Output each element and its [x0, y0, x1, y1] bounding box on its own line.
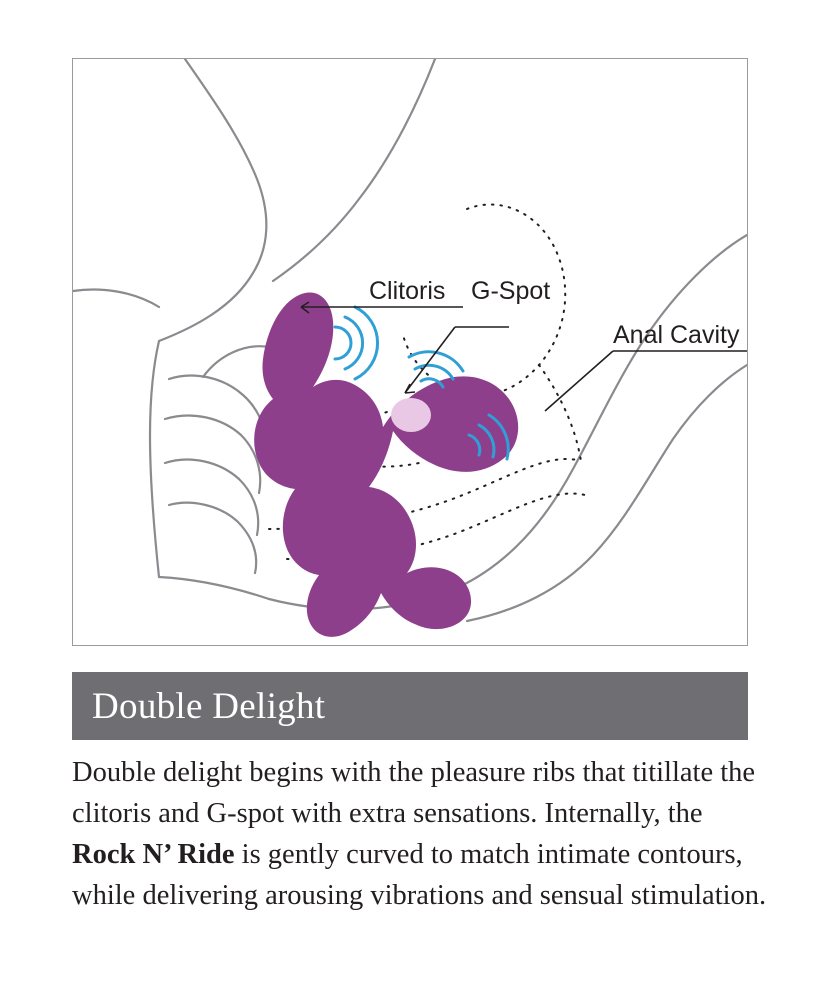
vibration-waves-clitoris [335, 307, 378, 379]
anatomy-diagram-svg [73, 59, 747, 645]
description-paragraph [72, 752, 772, 916]
label-gspot: G-Spot [471, 277, 551, 305]
device-tip-highlight [391, 398, 431, 432]
device-silhouette [254, 293, 518, 637]
page-title: Double Delight [92, 685, 326, 727]
label-anal-cavity: Anal Cavity [613, 321, 740, 349]
description-text-part2: is gently curved to match intimate contours, while delivering arousing vibrations and sensual stimulation. [72, 839, 767, 911]
product-name: Rock N’ Ride [72, 839, 235, 870]
section-title-bar [72, 672, 748, 740]
label-clitoris: Clitoris [369, 277, 446, 305]
description-text-part1: Double delight begins with the pleasure ribs that titillate the clitoris and G-spot with extra sensations. Internally, the [72, 757, 756, 829]
illustration-panel [72, 58, 748, 646]
